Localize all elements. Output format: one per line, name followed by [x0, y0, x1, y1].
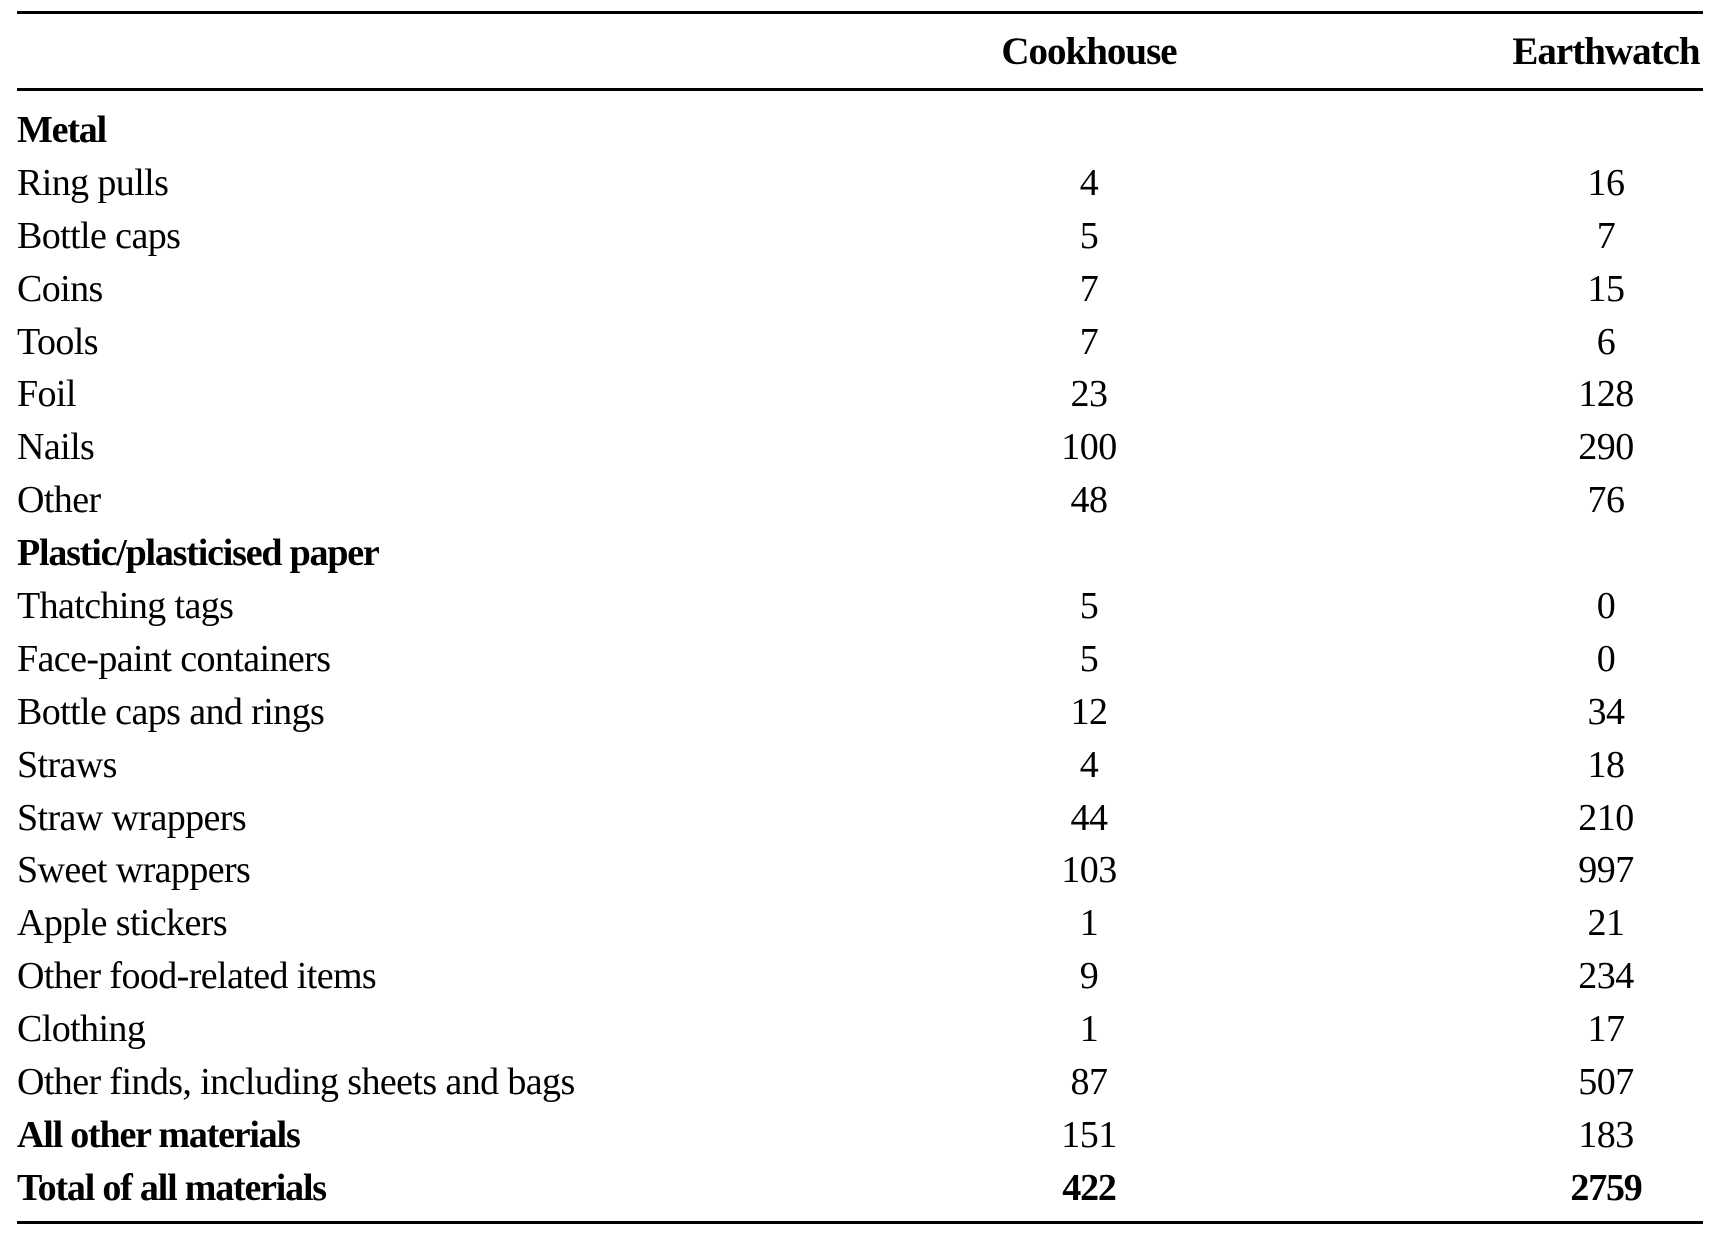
row-label: Other finds, including sheets and bags [17, 1061, 575, 1104]
earthwatch-value: 290 [1578, 426, 1634, 469]
cookhouse-value: 5 [1079, 214, 1099, 257]
earthwatch-value: 18 [1587, 743, 1625, 786]
table-row [0, 263, 1726, 316]
cookhouse-value: 5 [1079, 637, 1099, 680]
row-label: Nails [17, 426, 95, 469]
column-header-cookhouse: Cookhouse [1001, 30, 1177, 73]
earthwatch-value: 6 [1596, 320, 1616, 363]
total-row [0, 1162, 1726, 1215]
table-header [0, 22, 1726, 82]
table-row [0, 1056, 1726, 1109]
table-header-rule [17, 88, 1703, 91]
row-label: Total of all materials [17, 1166, 326, 1209]
table-row [0, 474, 1726, 527]
earthwatch-value: 507 [1578, 1061, 1634, 1104]
cookhouse-value: 7 [1079, 267, 1099, 310]
table-row [0, 792, 1726, 845]
earthwatch-value: 210 [1578, 796, 1634, 839]
row-label: All other materials [17, 1113, 300, 1156]
row-label: Apple stickers [17, 902, 228, 945]
cookhouse-value: 103 [1061, 849, 1117, 892]
row-label: Straw wrappers [17, 796, 247, 839]
earthwatch-value: 234 [1578, 955, 1634, 998]
section-label: Metal [17, 109, 106, 151]
earthwatch-value: 16 [1587, 161, 1625, 204]
table-row [0, 633, 1726, 686]
cookhouse-value: 4 [1079, 743, 1099, 786]
row-label: Sweet wrappers [17, 849, 251, 892]
row-label: Bottle caps and rings [17, 690, 325, 733]
table-row [0, 368, 1726, 421]
cookhouse-value: 100 [1061, 426, 1117, 469]
column-header-earthwatch: Earthwatch [1512, 30, 1700, 73]
table-row [0, 421, 1726, 474]
table-row [0, 897, 1726, 950]
earthwatch-value: 7 [1596, 214, 1616, 257]
cookhouse-value: 4 [1079, 161, 1099, 204]
row-label: Other food-related items [17, 955, 377, 998]
table-row [0, 210, 1726, 263]
row-label: Foil [17, 373, 76, 416]
table-row [0, 1109, 1726, 1162]
table-bottom-rule [17, 1221, 1703, 1224]
earthwatch-value: 21 [1587, 902, 1625, 945]
table-row [0, 316, 1726, 369]
table-row [0, 1003, 1726, 1056]
row-label: Thatching tags [17, 585, 234, 628]
earthwatch-value: 183 [1578, 1113, 1634, 1156]
cookhouse-value: 87 [1070, 1061, 1108, 1104]
earthwatch-value: 17 [1587, 1008, 1625, 1051]
cookhouse-value: 48 [1070, 479, 1108, 522]
section-label: Plastic/plasticised paper [17, 532, 379, 575]
cookhouse-value: 44 [1070, 796, 1108, 839]
table-row [0, 844, 1726, 897]
earthwatch-value: 2759 [1570, 1166, 1642, 1209]
cookhouse-value: 1 [1079, 1008, 1099, 1051]
cookhouse-value: 23 [1070, 373, 1108, 416]
cookhouse-value: 151 [1061, 1113, 1117, 1156]
earthwatch-value: 0 [1596, 637, 1616, 680]
row-label: Other [17, 479, 101, 522]
row-label: Face-paint containers [17, 637, 331, 680]
cookhouse-value: 5 [1079, 585, 1099, 628]
earthwatch-value: 128 [1578, 373, 1634, 416]
earthwatch-value: 15 [1587, 267, 1625, 310]
table-body [0, 104, 1726, 1215]
table-top-rule [17, 11, 1703, 14]
section-header-row [0, 104, 1726, 157]
row-label: Clothing [17, 1008, 146, 1051]
cookhouse-value: 12 [1070, 690, 1108, 733]
earthwatch-value: 34 [1587, 690, 1625, 733]
table-row [0, 739, 1726, 792]
earthwatch-value: 0 [1596, 585, 1616, 628]
table-row [0, 157, 1726, 210]
cookhouse-value: 422 [1062, 1166, 1116, 1209]
row-label: Tools [17, 320, 98, 363]
section-header-row [0, 527, 1726, 580]
row-label: Straws [17, 743, 117, 786]
earthwatch-value: 997 [1578, 849, 1634, 892]
cookhouse-value: 9 [1079, 955, 1099, 998]
row-label: Bottle caps [17, 214, 181, 257]
table-row [0, 580, 1726, 633]
earthwatch-value: 76 [1587, 479, 1625, 522]
cookhouse-value: 1 [1079, 902, 1099, 945]
table-row [0, 686, 1726, 739]
cookhouse-value: 7 [1079, 320, 1099, 363]
row-label: Ring pulls [17, 161, 169, 204]
row-label: Coins [17, 267, 103, 310]
table-row [0, 950, 1726, 1003]
